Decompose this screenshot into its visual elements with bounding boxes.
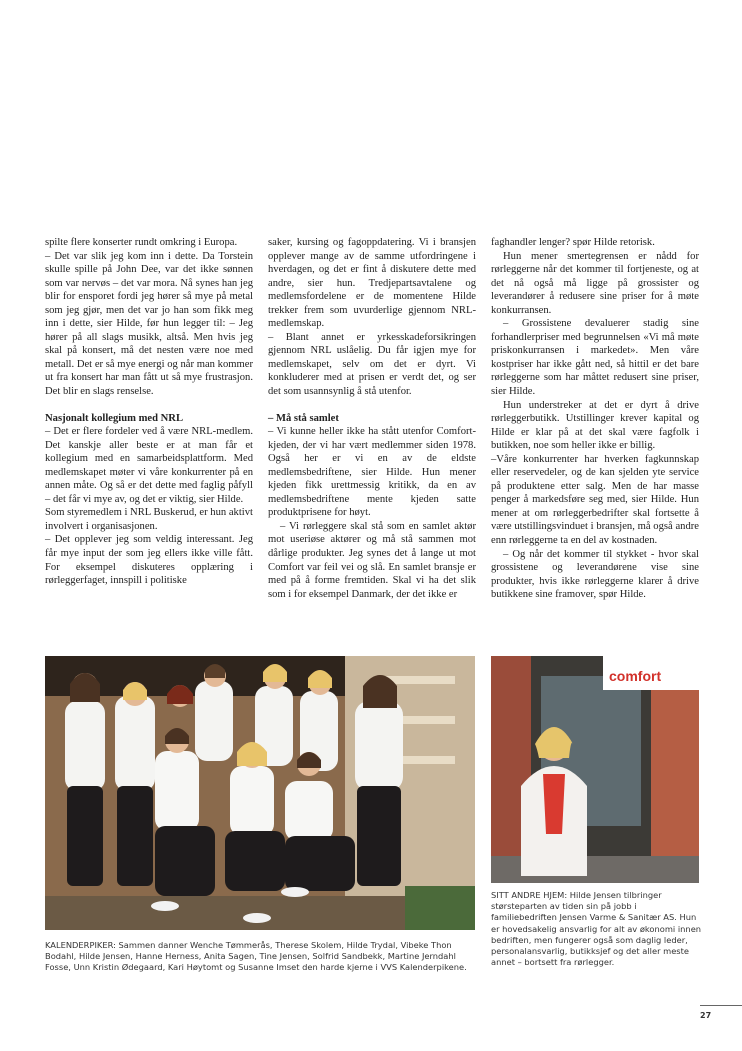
- paragraph: spilte flere konserter rundt omkring i Europa.: [45, 237, 238, 248]
- paragraph: – Og når det kommer til stykket - hvor skal grossistene og leverandørene vise sine produkter, hvis ikke rørleggerne klarer å drive butikkene sine framover, spør Hilde.: [491, 548, 699, 601]
- paragraph: – Blant annet er yrkesskadeforsikringen gjennom NRL uslåelig. Du får igjen mye for medlemskapet, selv om det er dyrt. Vi konkluderer med at prisen er verdt det, og ser det som usannsynlig å stå utenfor.: [268, 331, 476, 398]
- paragraph: faghandler lenger? spør Hilde retorisk.: [491, 237, 655, 248]
- portrait-photo-caption: SITT ANDRE HJEM: Hilde Jensen tilbringer størsteparten av tiden sin på jobb i familiebedriften Jensen Varme & Sanitær AS. Hun er hovedsakelig ansvarlig for alt av økonomi innen bedriften, men fungerer også som daglig leder, personalansvarlig, butikksjef og det aller meste annet – bortsett fra rørlegger.: [491, 890, 702, 968]
- group-photo-caption: KALENDERPIKER: Sammen danner Wenche Tømmerås, Therese Skolem, Hilde Trydal, Vibeke Thon Bodahl, Hilde Jensen, Hanne Herness, Anita Sagen, Tine Jensen, Solfrid Sandbekk, Martine Jerndahl Fosse, Unn Kristin Ødegaard, Kari Høytomt og Susanne Imset den harde kjerne i VVS Kalenderpikene.: [45, 940, 467, 973]
- article-column-2: [268, 236, 476, 601]
- paragraph: Hun mener smertegrensen er nådd for rørleggerne når det kommer til fortjeneste, og at det nå også må ligge på grossister og leverandører å redusere sine priser for å møte konkurransen.: [491, 250, 699, 316]
- group-photo-illustration: [45, 656, 475, 930]
- footer-rule: [700, 1005, 742, 1006]
- comfort-sign-text: comfort: [609, 668, 662, 684]
- paragraph: – Vi kunne heller ikke ha stått utenfor Comfort-kjeden, der vi har vært medlemmer siden 1978. Også her er vi en av de eldste medlemsbedriftene, sier Hilde. Hun mener kjeden fikk urettmessig kritikk, da en av medlemsbedriftene mente kjeden satte produktprisene for høyt.: [268, 426, 476, 519]
- page-number: 27: [700, 1011, 712, 1020]
- paragraph: saker, kursing og fagoppdatering. Vi i bransjen opplever mange av de samme utfordringene i hverdagen, og det er fint å diskutere dette med andre, sier hun. Tredjepartsavtalene og medlemsfordelene er de momentene Hilde trekker frem som uvurderlige gjennom NRL-medlemskap.: [268, 237, 476, 330]
- article-column-3: [491, 236, 699, 602]
- paragraph: Som styremedlem i NRL Buskerud, er hun aktivt involvert i organisasjonen.: [45, 507, 253, 532]
- portrait-photo-illustration: [491, 656, 699, 883]
- paragraph: – Vi rørleggere skal stå som en samlet aktør mot useriøse aktører og må stå sammen mot dårlige produkter. Jeg synes det å lange ut mot Comfort var feil vei og slå. En samlet bransje er med på å forme fremtiden. Skal vi ha det slik som i for eksempel Danmark, der det ikke er: [268, 520, 476, 600]
- section-heading: Nasjonalt kollegium med NRL: [45, 412, 184, 424]
- paragraph: Hun understreker at det er dyrt å drive rørleggerbutikk. Utstillinger krever kapital og Hilde er klar på at det skal være fagfolk i butikken, noe som heller ikke er billig.: [491, 399, 699, 452]
- paragraph: – Grossistene devaluerer stadig sine forhandlerpriser med begrunnelsen «Vi må møte priskonkurransen i markedet». Men våre kostpriser har ikke gått ned, så hittil er det bare rørleggerne som har måttet redusert sine priser, sier Hilde.: [491, 318, 699, 398]
- paragraph: – Det er flere fordeler ved å være NRL-medlem. Det kanskje aller beste er at man får et kollegium med en samarbeidsplattform. Med medlemskapet møter vi våre konkurrenter på en annen måte. Og så er det dette med faglig påfyll – det får vi mye av, og det er viktig, sier Hilde.: [45, 426, 253, 505]
- article-column-1: [45, 236, 253, 588]
- portrait-photo: [491, 656, 699, 883]
- paragraph: – Det opplever jeg som veldig interessant. Jeg får mye input der som jeg ellers ikke ville fått. For eksempel diskuteres opplæring i rørleggerfaget, innspill i politiske: [45, 534, 253, 587]
- paragraph: – Det var slik jeg kom inn i dette. Da Torstein skulle spille på John Dee, var det ikke sønnen som var nervøs – det var mora. Nå synes han jeg blir for ensporet fordi jeg hører så mye på metal som jeg gjør, men det var jo han som fikk meg inn i dette, sier Hilde, før hun legger til: – Jeg hører på all slags musikk, altså. Men hvis jeg skal på konsert, må det nesten være noe med metall. Det er så mye energi og når man kommer ut fra konsert har man fått ut så mye frustrasjon. Det blir en slags renselse.: [45, 250, 253, 398]
- paragraph: –Våre konkurrenter har hverken fagkunnskap eller reservedeler, og de kan sjelden yte service på produktene etter salg. Men de har masse penger å markedsføre seg med, sier Hilde. Hun mener at om rørleggerbedrifter skal fortsette å være utstillingsvinduet i bransjen, må også andre enn rørleggerne ta en del av kostnaden.: [491, 453, 699, 547]
- section-heading: – Må stå samlet: [268, 412, 339, 424]
- group-photo: [45, 656, 475, 930]
